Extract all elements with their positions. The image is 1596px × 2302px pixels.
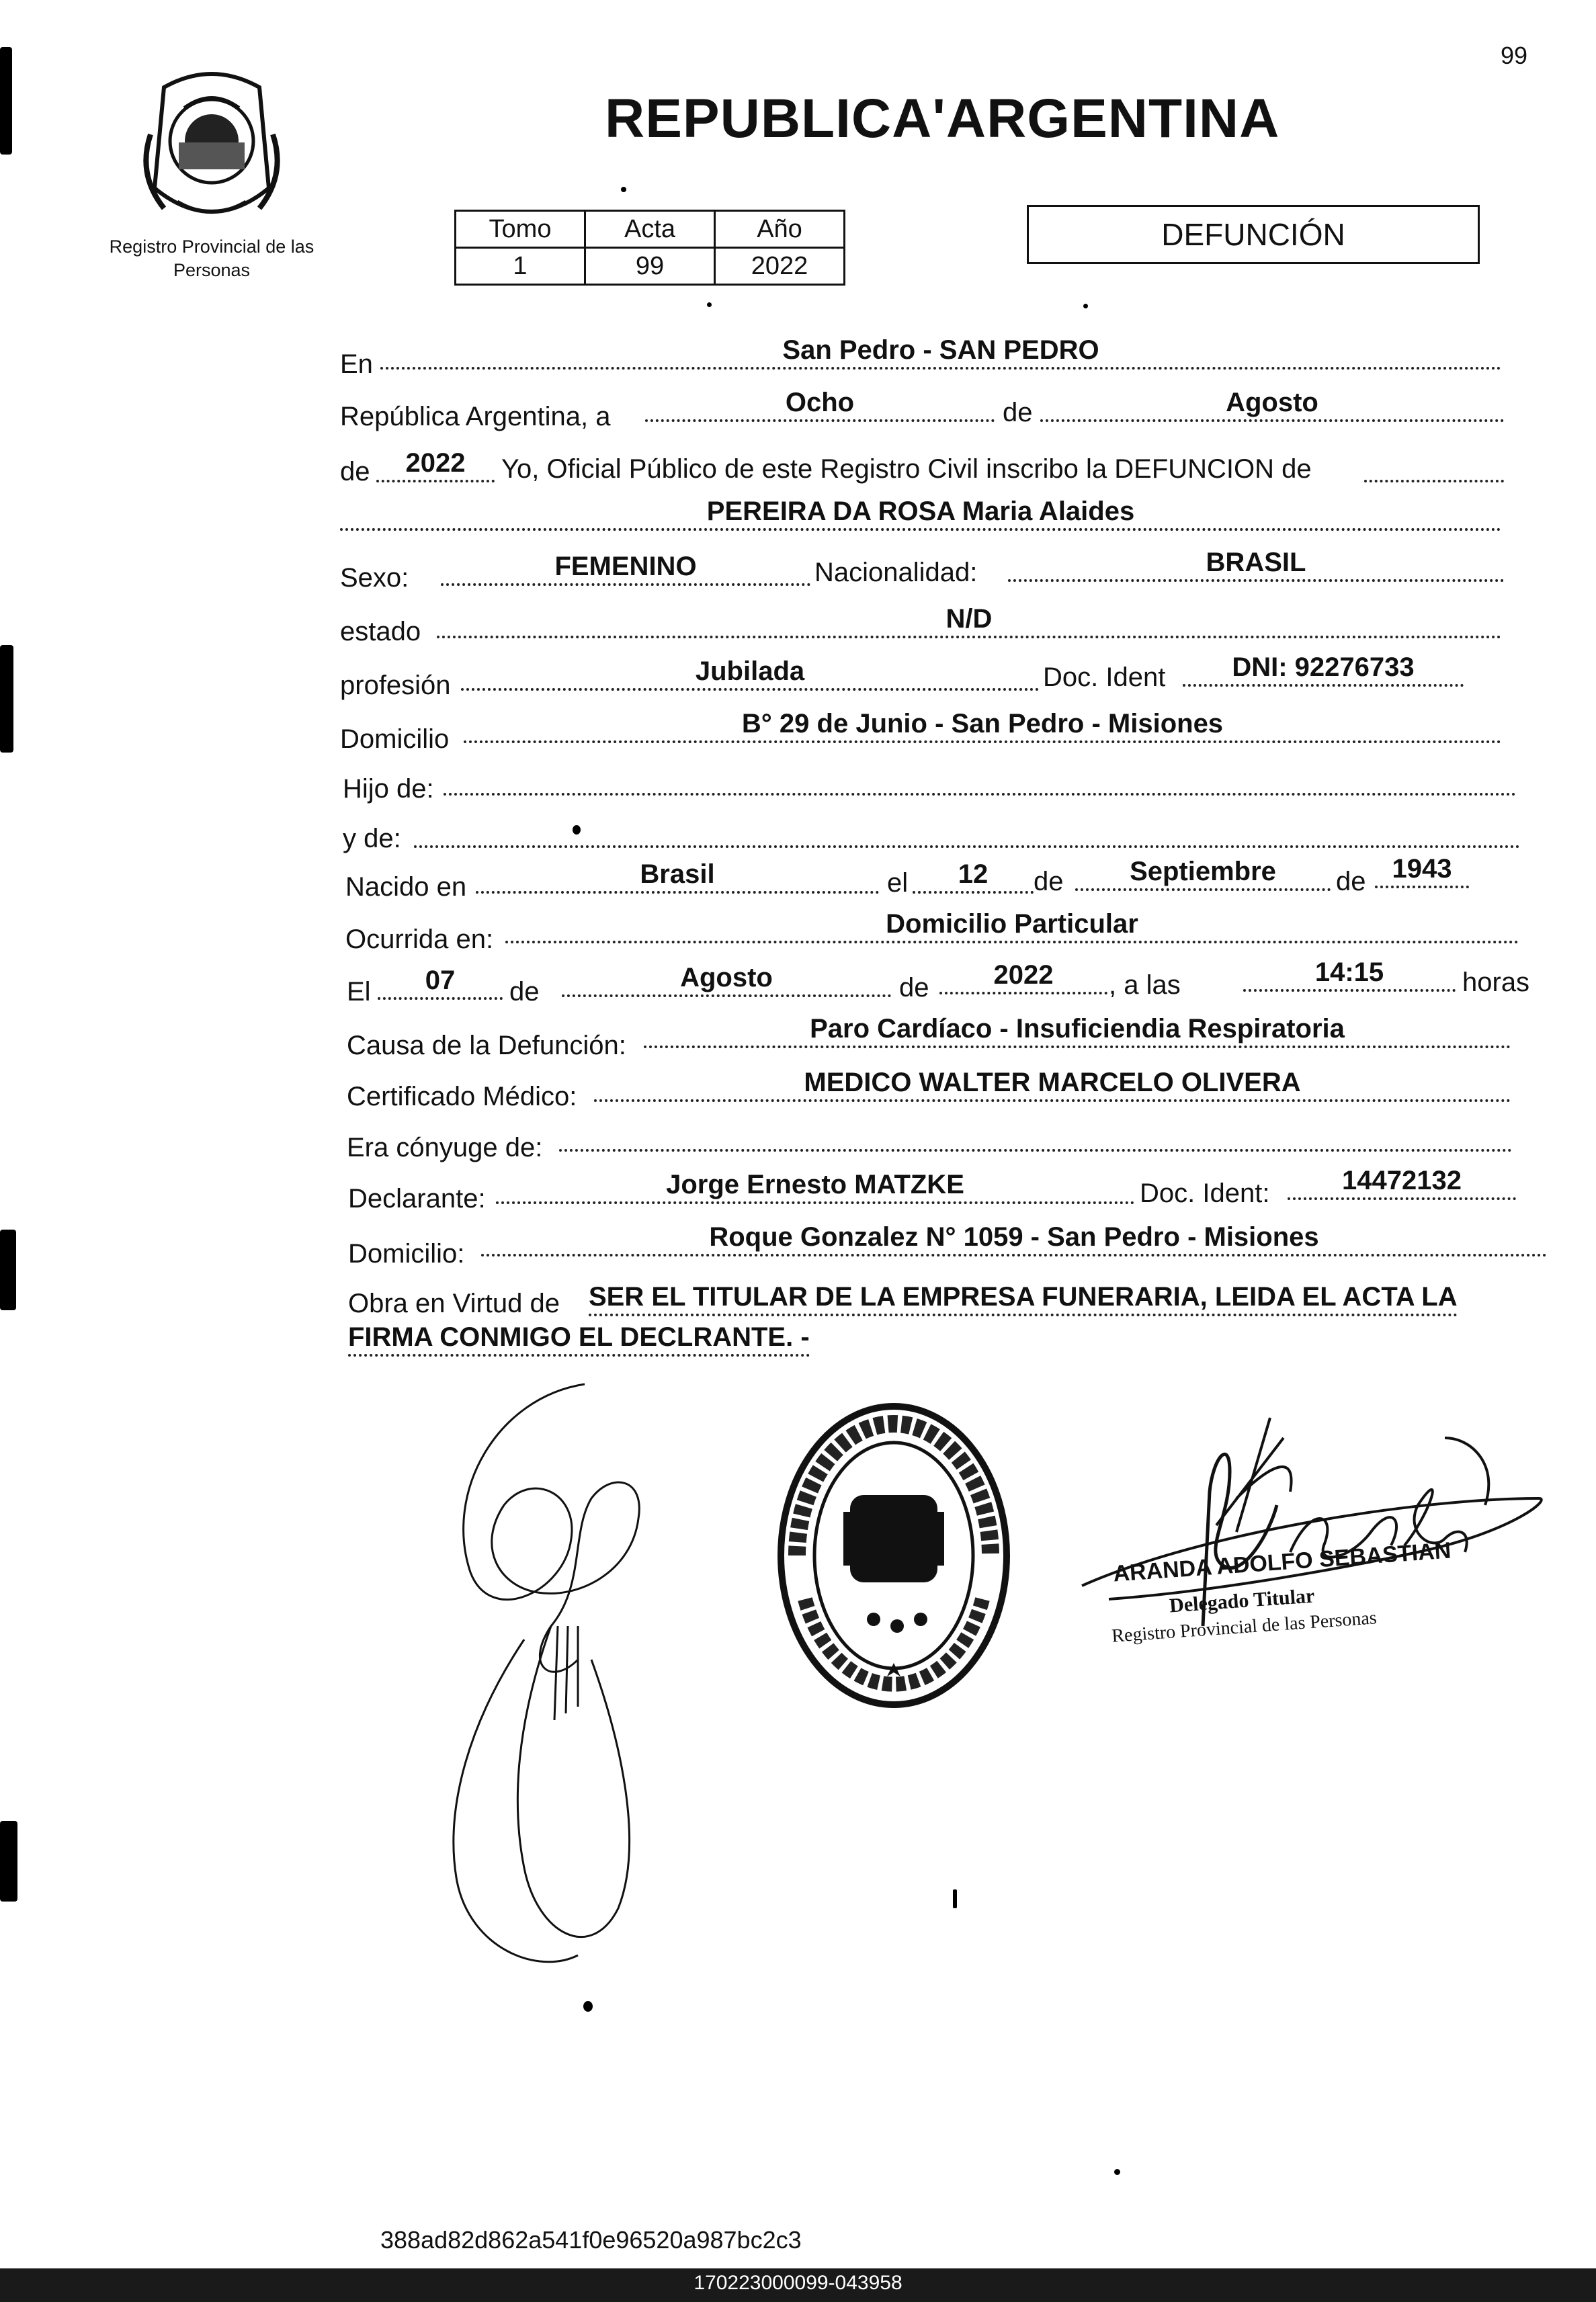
official-name: ARANDA ADOLFO SEBASTIAN [1112,1537,1452,1587]
scan-speck [707,302,712,307]
horas-label: horas [1462,968,1530,997]
nacionalidad-label: Nacionalidad: [814,558,978,587]
certificado-field: MEDICO WALTER MARCELO OLIVERA [594,1068,1511,1102]
domicilio-field: B° 29 de Junio - San Pedro - Misiones [464,710,1501,743]
en-label: En [340,349,373,379]
nacido-label: Nacido en [345,872,467,902]
conyuge-field [559,1118,1512,1152]
el-label: El [347,977,371,1007]
official-title: Delegado Titular [1169,1584,1316,1617]
de-label: de [1034,867,1064,896]
registry-value-cell: 1 [456,248,585,285]
de-label: de [1003,398,1033,427]
el-label: el [887,868,909,898]
registry-table [454,210,845,286]
hijo-de-field [444,762,1516,796]
registry-table-header-row [456,211,845,248]
conyuge-label: Era cónyuge de: [347,1133,543,1162]
death-year-field: 2022 [939,961,1107,994]
provincial-crest-emblem [137,67,286,228]
scan-edge-mark [0,47,12,155]
declarante-domicilio-label: Domicilio: [348,1239,465,1269]
registry-table-value-row [456,248,845,285]
official-signature-block [1068,1398,1552,1653]
year-written-field: 2022 [376,449,495,482]
registry-header-cell: Año [715,211,845,248]
profesion-label: profesión [340,671,451,700]
birth-year-field: 1943 [1375,855,1469,888]
month-written-field: Agosto [1040,388,1504,422]
ocurrida-field: Domicilio Particular [505,910,1519,943]
birth-day-field: 12 [913,860,1034,894]
anio-de-label: de [340,457,370,486]
day-written-field: Ocho [645,388,995,422]
declarante-domicilio-field: Roque Gonzalez N° 1059 - San Pedro - Misiones [481,1223,1547,1256]
causa-field: Paro Cardíaco - Insuficiendia Respiratoria [644,1015,1511,1048]
certificado-label: Certificado Médico: [347,1082,577,1111]
death-day-field: 07 [378,966,503,1000]
sexo-field: FEMENINO [441,552,810,586]
doc-ident-label: Doc. Ident [1043,663,1166,692]
estado-field: N/D [437,605,1501,638]
crest-caption: Registro Provincial de las Personas [109,237,314,280]
de-label: de [509,977,540,1007]
official-office: Registro Provincial de las Personas [1111,1607,1378,1647]
document-hash: 388ad82d862a541f0e96520a987bc2c3 [380,2226,802,2254]
de-label: de [899,973,929,1003]
deceased-name-field: PEREIRA DA ROSA Maria Alaides [340,497,1501,531]
scan-speck [583,2001,593,2012]
republica-label: República Argentina, a [340,402,611,431]
obra-label: Obra en Virtud de [348,1289,560,1318]
registry-header-cell: Acta [585,211,715,248]
causa-label: Causa de la Defunción: [347,1031,626,1060]
doc-ident-field: DNI: 92276733 [1183,653,1464,687]
sexo-label: Sexo: [340,563,409,593]
statement-trailing-field [1364,449,1504,482]
domicilio-label: Domicilio [340,724,450,754]
obra-text-line1: SER EL TITULAR DE LA EMPRESA FUNERARIA, LEIDA EL ACTA LA [589,1282,1458,1316]
birth-place-field: Brasil [476,860,879,894]
scan-speck [621,187,626,192]
scan-edge-mark [0,1821,17,1902]
oficial-statement: Yo, Oficial Público de este Registro Civil inscribo la DEFUNCION de [501,454,1312,484]
scan-speck [1083,304,1088,308]
birth-month-field: Septiembre [1075,857,1331,891]
registry-value-cell: 99 [585,248,715,285]
hijo-de-label: Hijo de: [343,774,434,804]
a-las-label: , a las [1109,970,1181,1000]
scan-speck [953,1889,957,1908]
declarante-doc-field: 14472132 [1288,1166,1516,1200]
declarante-field: Jorge Ernesto MATZKE [496,1170,1134,1204]
registry-value-cell: 2022 [715,248,845,285]
declarante-label: Declarante: [348,1184,486,1213]
left-signature [417,1371,672,1975]
scan-speck [573,825,581,835]
scan-edge-mark [0,1230,16,1310]
ocurrida-label: Ocurrida en: [345,925,494,954]
registry-seal-stamp [773,1398,1015,1713]
registry-header-cell: Tomo [456,211,585,248]
document-title: REPUBLICA'ARGENTINA [605,88,1280,149]
estado-label: estado [340,617,421,646]
scan-edge-mark [0,645,13,753]
page-number: 99 [1501,42,1528,69]
death-month-field: Agosto [562,964,891,997]
profesion-field: Jubilada [461,657,1039,691]
record-type-box [1027,205,1480,264]
place-field: San Pedro - SAN PEDRO [380,336,1501,370]
footer-code: 170223000099-043958 [694,2272,902,2294]
record-type-label: DEFUNCIÓN [1161,217,1345,252]
y-de-label: y de: [343,824,401,853]
scan-speck [1114,2169,1120,2175]
obra-text-line2: FIRMA CONMIGO EL DECLRANTE. - [348,1322,810,1357]
de-label: de [1336,867,1366,896]
declarante-doc-label: Doc. Ident: [1140,1179,1270,1208]
death-time-field: 14:15 [1243,958,1456,992]
nacionalidad-field: BRASIL [1008,548,1504,582]
